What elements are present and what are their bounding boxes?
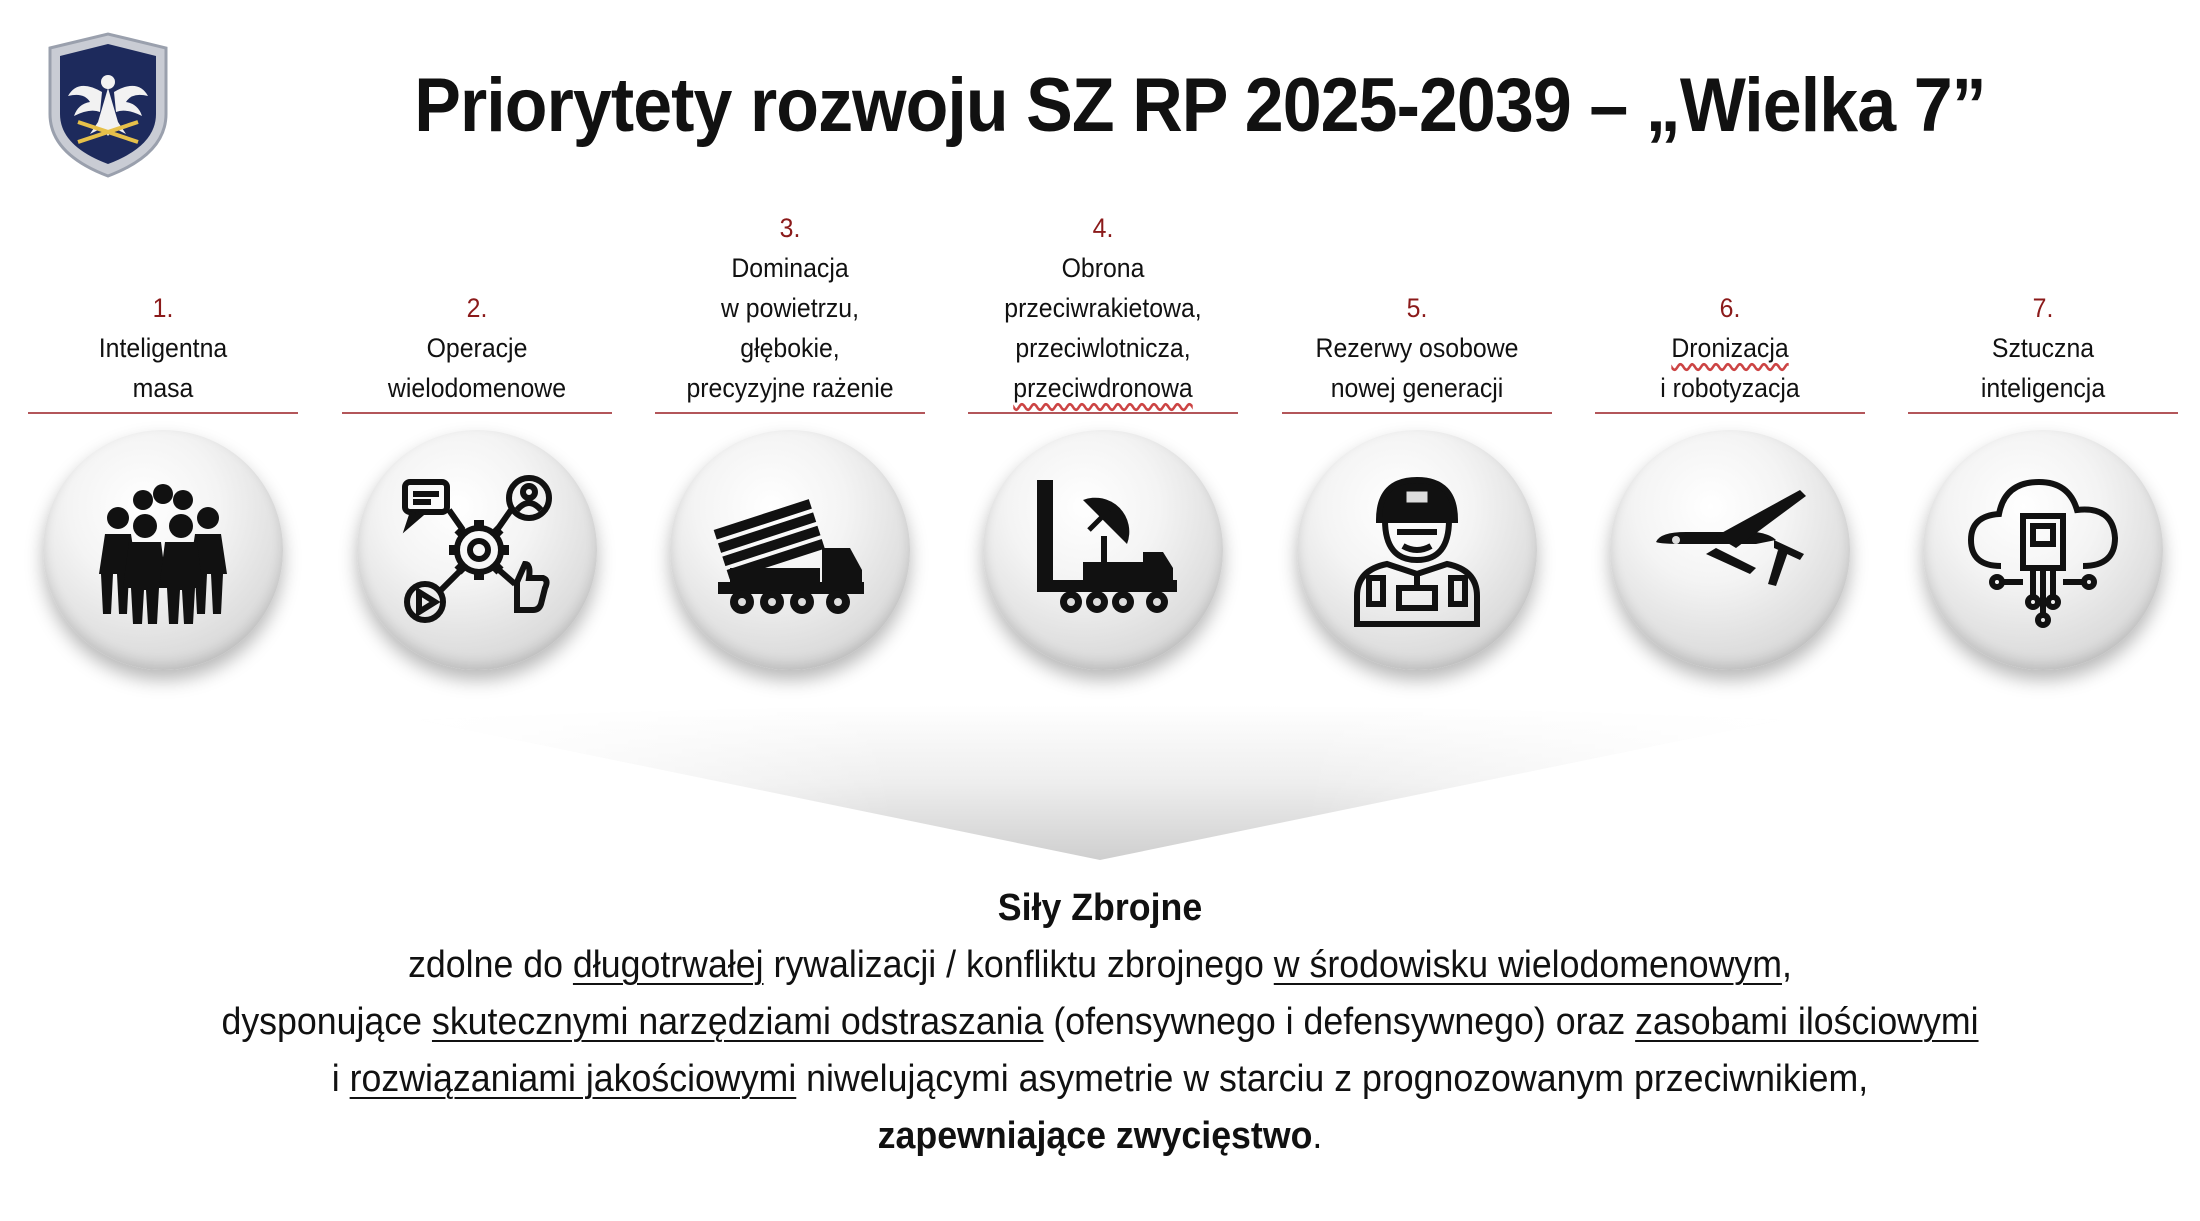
priority-text-line: Rezerwy osobowe	[1315, 333, 1519, 363]
summary-line-3	[160, 1051, 2040, 1108]
priority-text-line: precyzyjne rażenie	[686, 373, 894, 403]
cloud-chip-icon	[1963, 470, 2123, 630]
text-segment: ,	[1781, 944, 1792, 986]
bold-segment: zapewniające zwycięstwo	[877, 1115, 1313, 1157]
priority-number: 5.	[1406, 293, 1428, 323]
network-gear-icon	[397, 470, 557, 630]
priority-divider	[28, 412, 298, 414]
priority-label-7	[1919, 288, 2167, 408]
funnel-shape	[0, 700, 2200, 880]
priority-text-line: wielodomenowe	[387, 373, 567, 403]
radar-vehicle-icon	[1023, 470, 1183, 630]
priority-button-3[interactable]	[670, 430, 910, 670]
priority-divider	[342, 412, 612, 414]
priority-label-3	[666, 208, 914, 408]
priority-number: 1.	[152, 293, 174, 323]
priority-text-line: Operacje	[426, 333, 528, 363]
summary-line-1	[160, 937, 2040, 994]
rocket-launcher-truck-icon	[710, 470, 870, 630]
priority-number: 4.	[1092, 213, 1114, 243]
summary-line-4	[160, 1108, 2040, 1165]
priority-text-line: Dominacja	[731, 253, 849, 283]
priority-button-7[interactable]	[1923, 430, 2163, 670]
summary-text	[100, 880, 2100, 1165]
text-segment: dysponujące	[221, 1001, 432, 1043]
priority-button-4[interactable]	[983, 430, 1223, 670]
priority-text-line: Sztuczna	[1991, 333, 2095, 363]
priority-text-line: Obrona	[1061, 253, 1145, 283]
underlined-segment: w środowisku wielodomenowym	[1273, 944, 1782, 986]
soldier-icon	[1337, 470, 1497, 630]
people-crowd-icon	[83, 470, 243, 630]
priority-text-line: Inteligentna	[98, 333, 228, 363]
priority-label-6	[1606, 288, 1854, 408]
priority-text-line: inteligencja	[1980, 373, 2106, 403]
priority-text-line: przeciwlotnicza,	[1015, 333, 1191, 363]
text-segment: (ofensywnego i defensywnego) oraz	[1043, 1001, 1636, 1043]
priority-text-line: nowej generacji	[1330, 373, 1504, 403]
underlined-segment: długotrwałej	[572, 944, 764, 986]
text-segment: zdolne do	[408, 944, 573, 986]
text-segment: i	[331, 1058, 350, 1100]
priority-text-line: przeciwdronowa	[1013, 373, 1193, 403]
priority-text-line: Dronizacja	[1671, 333, 1789, 363]
text-segment: niwelującymi asymetrie w starciu z prognozowanym przeciwnikiem,	[796, 1058, 1869, 1100]
priority-divider	[1282, 412, 1552, 414]
priority-button-5[interactable]	[1297, 430, 1537, 670]
priority-button-1[interactable]	[43, 430, 283, 670]
priority-label-5	[1293, 288, 1541, 408]
priority-number: 6.	[1719, 293, 1741, 323]
summary-heading: Siły Zbrojne	[997, 887, 1203, 929]
priority-text-line: i robotyzacja	[1660, 373, 1800, 403]
military-emblem-icon	[38, 30, 178, 180]
priority-button-6[interactable]	[1610, 430, 1850, 670]
page-title: Priorytety rozwoju SZ RP 2025-2039 – „Wielka 7”	[414, 63, 1986, 148]
priority-number: 7.	[2032, 293, 2054, 323]
summary-line-2	[160, 994, 2040, 1051]
priority-label-2	[353, 288, 601, 408]
drone-icon	[1650, 470, 1810, 630]
priority-text-line: masa	[132, 373, 194, 403]
priority-label-4	[979, 208, 1227, 408]
underlined-segment: zasobami ilościowymi	[1635, 1001, 1979, 1043]
priority-divider	[1595, 412, 1865, 414]
underlined-segment: skutecznymi narzędziami odstraszania	[431, 1001, 1044, 1043]
priority-divider	[655, 412, 925, 414]
priority-label-1	[39, 288, 287, 408]
priority-button-2[interactable]	[357, 430, 597, 670]
priority-text-line: głębokie,	[740, 333, 840, 363]
text-segment: .	[1312, 1115, 1323, 1157]
priority-divider	[1908, 412, 2178, 414]
priority-number: 2.	[466, 293, 488, 323]
underlined-segment: rozwiązaniami jakościowymi	[349, 1058, 797, 1100]
priority-divider	[968, 412, 1238, 414]
text-segment: rywalizacji / konfliktu zbrojnego	[763, 944, 1274, 986]
priority-text-line: w powietrzu,	[720, 293, 860, 323]
priority-text-line: przeciwrakietowa,	[1004, 293, 1202, 323]
priority-number: 3.	[779, 213, 801, 243]
